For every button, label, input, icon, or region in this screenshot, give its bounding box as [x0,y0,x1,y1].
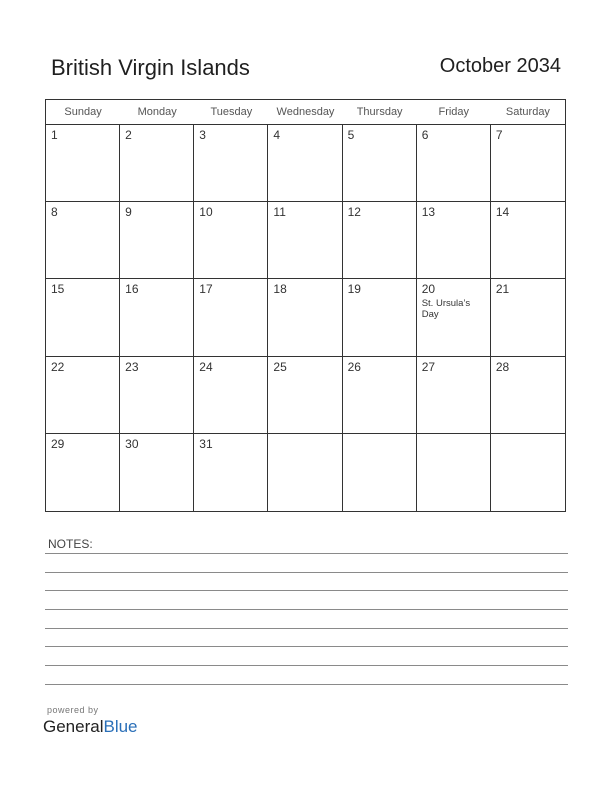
day-cell [491,434,565,511]
weekday-header [46,100,565,125]
note-line [45,665,568,666]
day-cell [194,125,268,202]
day-number: 12 [347,205,361,220]
day-number: 17 [199,282,213,297]
day-number: 5 [347,128,355,142]
day-number: 13 [421,205,436,220]
day-cell [46,279,120,356]
day-cell [46,434,120,511]
day-number: 7 [495,128,503,142]
day-number: 30 [125,436,139,451]
day-number: 27 [421,359,436,374]
day-number: 25 [273,359,287,374]
day-cell [491,279,565,356]
note-line [45,609,568,610]
day-number: 28 [495,359,510,374]
note-line [45,628,568,629]
weekday-label: Tuesday [210,106,253,118]
day-cell [194,279,268,356]
day-cell [120,202,194,279]
day-number: 31 [199,436,213,451]
day-number: 19 [347,282,361,297]
day-number: 15 [51,282,65,297]
day-number: 20 [421,282,436,297]
page-title: British Virgin Islands [51,55,250,80]
day-number: 2 [125,128,132,142]
day-number: 23 [125,359,139,374]
day-cell [46,125,120,202]
month-year-title: October 2034 [439,55,561,77]
day-number: 11 [273,205,286,220]
generalblue-logo [43,717,138,737]
day-cell [194,434,268,511]
day-number: 21 [495,282,510,297]
day-number: 10 [199,205,213,220]
day-cell [343,125,417,202]
day-cell [491,125,565,202]
day-cell [268,279,342,356]
day-cell [268,434,342,511]
calendar-grid [45,99,566,512]
day-number: 18 [273,282,287,297]
day-cell [120,125,194,202]
powered-by-text: powered by [47,705,99,715]
note-line [45,572,568,573]
day-cell [120,434,194,511]
weekday-label: Sunday [64,106,102,118]
day-cell [120,357,194,434]
day-cell [268,202,342,279]
brand-blue: Blue [103,717,138,736]
weekday-label: Wednesday [276,106,335,118]
day-number: 16 [125,282,139,297]
day-number: 4 [273,128,281,142]
note-line [45,553,568,554]
day-cell [491,357,565,434]
day-cell [343,357,417,434]
day-number: 29 [51,436,65,451]
day-cell [120,279,194,356]
weekday-label: Friday [438,106,470,118]
day-number: 3 [199,128,206,142]
day-cell [268,357,342,434]
day-cell [46,202,120,279]
brand-general: General [43,717,104,736]
day-number: 1 [51,128,58,142]
day-cell [343,202,417,279]
note-line [45,684,568,685]
day-cell [343,279,417,356]
day-number: 6 [421,128,429,142]
day-number: 24 [199,359,213,374]
day-cell [194,357,268,434]
weekday-label: Monday [137,106,177,118]
day-cell [417,125,491,202]
day-cell [491,202,565,279]
day-cell [194,202,268,279]
day-number: 9 [125,205,132,220]
day-number: 8 [51,205,58,220]
day-number: 14 [495,205,510,220]
day-cell [46,357,120,434]
day-cell [268,125,342,202]
day-number: 26 [347,359,361,374]
day-cell [343,434,417,511]
day-cell [417,434,491,511]
holiday-label: St. Ursula’s Day [421,298,471,321]
note-line [45,590,568,591]
weekday-label: Thursday [356,106,403,118]
weekday-label: Saturday [505,106,550,118]
day-cell [417,279,491,356]
day-cell [417,357,491,434]
calendar-body [46,125,565,511]
note-line [45,646,568,647]
notes-label: NOTES: [48,537,93,551]
day-cell [417,202,491,279]
day-number: 22 [51,359,65,374]
